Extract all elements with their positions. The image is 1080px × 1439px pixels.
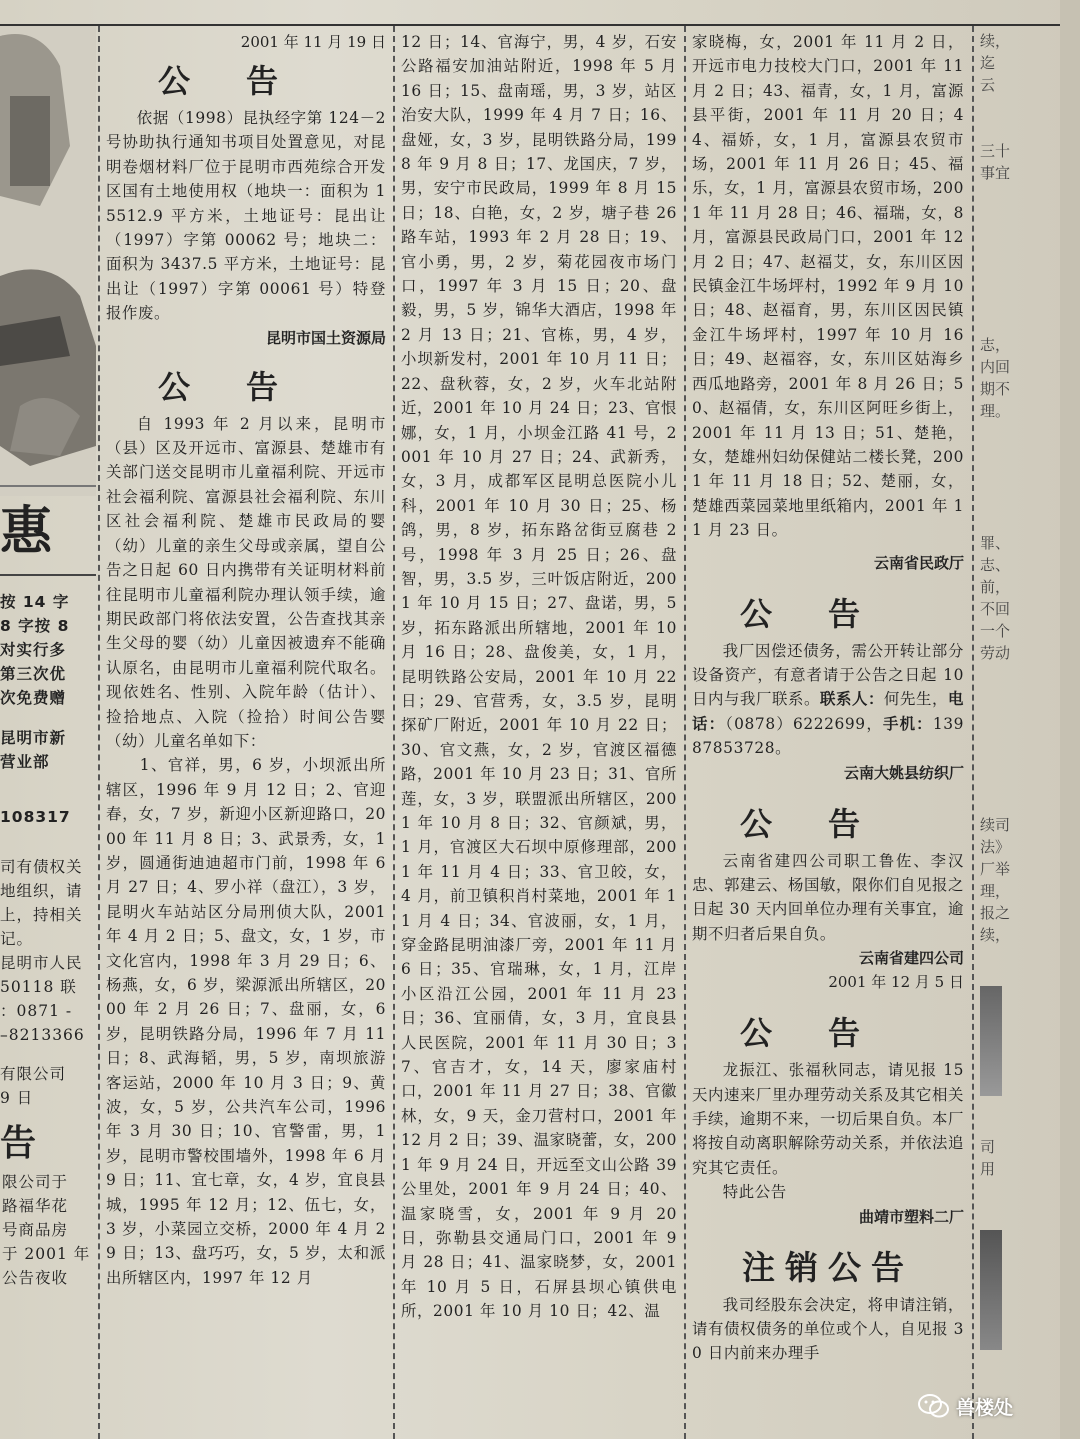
notice-title: 公告 <box>739 594 916 633</box>
fragment-lines <box>980 334 1050 422</box>
ad-line: 营业部 <box>0 752 50 771</box>
ad-line: 昆明市新 <box>0 728 67 747</box>
dark-strip <box>980 986 1002 1096</box>
fragment-line: 云 <box>980 76 996 94</box>
notice-signer: 曲靖市塑料二厂 <box>858 1207 964 1226</box>
fragment-line: 三十 <box>980 142 1011 160</box>
fragment-line: 续， <box>980 926 1011 944</box>
ad-illustration <box>0 26 96 496</box>
fragment-line: 前， <box>980 578 1011 596</box>
notice-title: 公告 <box>157 367 334 406</box>
notice-line: 地组织，请 <box>0 881 83 900</box>
phone: （0878）6222699， <box>725 714 883 733</box>
ad-line <box>0 789 96 805</box>
notice-line: 记。 <box>0 929 34 948</box>
mobile-label: 手机： <box>882 714 933 733</box>
ad-text-block <box>0 574 96 829</box>
right-fragment-column <box>980 30 1050 1439</box>
fragment-line: 理， <box>980 882 1011 900</box>
fragment-line: 续司 <box>980 816 1011 834</box>
left-notice-fragment <box>0 855 96 1111</box>
contact-name: 何先生， <box>884 690 948 709</box>
notice-closing: 特此公告 <box>722 1183 787 1202</box>
notice-body: 龙振江、张福秋同志，请见报 15 天内速来厂里办理劳动关系及其它相关手续，逾期不来，一切后果自负。本厂将按自动离职解除劳动关系，并依法追究其它责任。 <box>692 1061 970 1177</box>
notice-lines <box>0 855 96 1111</box>
watermark-text: 兽楼处 <box>956 1396 1014 1419</box>
fragment-lines <box>980 814 1050 946</box>
notice-title: 公告 <box>157 62 334 100</box>
left-notice-title: 告 <box>0 1123 37 1164</box>
chat-bubble-icon <box>918 1393 950 1419</box>
notice-signer: 昆明市国土资源局 <box>265 328 386 347</box>
column-3 <box>692 30 970 1439</box>
notice-line: 号商品房 <box>2 1221 69 1239</box>
notice-line: 公告夜收 <box>2 1269 69 1287</box>
notice-title: 公告 <box>739 1014 916 1053</box>
fragment-line: 报之 <box>980 904 1011 922</box>
fragment-line: 司 <box>980 1138 996 1156</box>
ad-line <box>0 774 96 790</box>
column-divider <box>972 26 974 1439</box>
notice-title: 注销公告 <box>742 1247 914 1287</box>
phone-label: 电话： <box>692 690 964 733</box>
dark-strip <box>980 1230 1002 1350</box>
column-2 <box>401 30 683 1439</box>
fragment-lines <box>980 1136 1050 1180</box>
notice-line: 司有债权关 <box>0 857 83 876</box>
notice-body-continued: 家晓梅，女，2001 年 11 月 2 日，开远市电力技校大门口，2001 年 11 月 2 日；43、福青，女，1 月，富源县平街，2001 年 11 月 20 日；44、福娇，女，1 月，富源县农贸市场，2001 年 11 月 26 日；45、福乐，女，1 月，富源县农贸市场，2001 年 11 月 28 日；46、福瑞，女，8 月，富源县民政局门口，2001 年 12 月 2 日；47、赵福艾，女，东川区因民镇金江牛场坪村，1992 年 9 月 10 日；48、赵福育，男，东川区因民镇金江牛场坪村，1997 年 10 月 16 日；49、赵福容，女，东川区姑海乡西瓜地路旁，2001 年 8 月 26 日；50、赵福倩，女，东川区阿旺乡街上，2001 年 11 月 13 日；51、楚艳，女，楚雄州妇幼保健站二楼长凳，2001 年 11 月 18 日；52、楚丽，女，楚雄西菜园菜地里纸箱内，2001 年 11 月 23 日。 <box>692 33 970 540</box>
notice-body: 依据（1998）昆执经字第 124－2 号协助执行通知书项目处置意见，对昆明卷烟材料厂位于昆明市西苑综合开发区国有土地使用权（地块一：面积为 15512.9 平方米，土地证号：昆出让（1997）字第 00062 号；地块二：面积为 3437.5 平方米，土地证号：昆出让（1997）字第 00061 号）特登报作废。 <box>106 109 392 323</box>
notice-line: 50118 联 <box>0 977 77 996</box>
bottom-lines <box>0 1170 96 1290</box>
notice-line: 上，持相关 <box>0 905 83 924</box>
ad-line: 次免费赠 <box>0 689 67 707</box>
notice-line: ：0871 - <box>0 1001 73 1020</box>
column-divider <box>393 26 395 1439</box>
fragment-line: 法》 <box>980 838 1011 856</box>
fragment-line: 志、 <box>980 556 1011 574</box>
notice-signer: 云南大姚县纺织厂 <box>843 763 964 782</box>
fragment-lines <box>980 30 1050 96</box>
fragment-line: 续， <box>980 32 1011 50</box>
ad-lines <box>0 590 96 829</box>
fragment-line: 罪、 <box>980 534 1011 552</box>
column-1 <box>106 30 392 1439</box>
fragment-lines <box>980 532 1050 664</box>
fragment-lines <box>980 140 1050 184</box>
fragment-line: 厂举 <box>980 860 1011 878</box>
notice-body: 自 1993 年 2 月以来，昆明市（县）区及开远市、富源县、楚雄市有关部门送交昆明市儿童福利院、开远市社会福利院、富源县社会福利院、东川区社会福利院、楚雄市民政局的婴（幼）儿童的亲生父母或亲属，望自公告之日起 60 日内携带有关证明材料前往昆明市儿童福利院办理认领手续，逾期民政部门将依法安置，公告查找其亲生父母的婴（幼）儿童因被遗弃不能确认原名，由昆明市儿童福利院代取名。现依姓名、性别、入院年龄（估计）、捡拾地点、入院（捡拾）时间公告婴（幼）儿童名单如下： 1、官祥，男，6 岁，小坝派出所辖区，1996 年 9 月 12 日；2、官迎春，女，7 岁，新迎小区新迎路口，2000 年 11 月 8 日；3、武景秀，女，1 岁，圆通街迪迪超市门前，1998 年 6 月 27 日；4、罗小祥（盘江），3 岁，昆明火车站站区分局刑侦大队，2001 年 4 月 2 日；5、盘文，女，1 岁，市文化宫内，1998 年 3 月 29 日；6、杨燕，女，6 岁，梁源派出所辖区，2000 年 2 月 26 日；7、盘丽，女，6 岁，昆明铁路分局，1996 年 7 月 11 日；8、武海韬，男，5 岁，南坝旅游客运站，2000 年 10 月 3 日；9、黄波，女，5 岁，公共汽车公司，1996 年 3 月 30 日；10、官警雷，男，1 岁，昆明市警校围墙外，1998 年 6 月 9 日；11、宜七章，女，4 岁，宜良县城，1995 年 12 月；12、伍七，女，3 岁，小菜园立交桥，2000 年 4 月 29 日；13、盘巧巧，女，5 岁，太和派出所辖区内，1997 年 12 月 <box>106 414 386 1287</box>
ad-line: 8 字按 8 <box>0 617 70 635</box>
ad-line: 对实行多 <box>0 641 67 659</box>
mobile: 13987853728。 <box>692 714 964 758</box>
column-divider <box>684 26 686 1439</box>
notice-line: 于 2001 年 <box>2 1245 91 1263</box>
fragment-line: 用 <box>980 1160 996 1178</box>
notice-signer: 云南省建四公司 <box>858 949 964 968</box>
fragment-line: 理。 <box>980 402 1011 420</box>
notice-line <box>0 1047 96 1063</box>
ad-big-char: 惠 <box>0 502 53 562</box>
notice-line: 昆明市人民 <box>0 953 83 972</box>
notice-line: 限公司于 <box>2 1173 69 1191</box>
notice-line: –8213366 <box>0 1025 85 1044</box>
fragment-line: 劳动 <box>980 644 1011 662</box>
notice-signer: 云南省民政厅 <box>873 553 964 572</box>
contact-label: 联系人： <box>820 690 884 709</box>
page-edge <box>1060 0 1080 1439</box>
notice-body: 我司经股东会决定，将申请注销，请有债权债务的单位或个人，自见报 30 日内前来办理手 <box>692 1295 964 1363</box>
left-fragment-column <box>0 26 96 1439</box>
notice-line: 路福华花 <box>2 1197 69 1215</box>
notice-date: 2001 年 12 月 5 日 <box>828 973 964 992</box>
fragment-line: 一个 <box>980 622 1011 640</box>
column-divider <box>98 26 100 1439</box>
notice-line: 有限公司 <box>0 1065 67 1083</box>
fragment-line: 迄 <box>980 54 996 72</box>
notice-line: 9 日 <box>0 1089 34 1107</box>
top-rule <box>0 24 1060 26</box>
fragment-line: 事宜 <box>980 164 1011 182</box>
ad-line <box>0 710 96 726</box>
fragment-line: 内回 <box>980 358 1011 376</box>
notice-title: 公告 <box>739 804 916 843</box>
ad-line: 第三次优 <box>0 665 67 683</box>
ad-line: 108317 <box>0 807 71 826</box>
fragment-line: 志， <box>980 336 1011 354</box>
notice-body-continued: 12 日；14、官海宁，男，4 岁，石安公路福安加油站附近，1998 年 5 月 16 日；15、盘南瑶，男，3 岁，站区治安大队，1999 年 4 月 7 日；16、盘娅，女，3 岁，昆明铁路分局，1998 年 9 月 8 日；17、龙国庆，7 岁，男，安宁市民政局，1999 年 8 月 15 日；18、白艳，女，2 岁，塘子巷 26 路车站，1993 年 2 月 28 日；19、官小勇，男，2 岁，菊花园夜市场门口，1997 年 3 月 15 日；20、盘毅，男，5 岁，锦华大酒店，1998 年 2 月 13 日；21、官栋，男，4 岁，小坝新发村，2001 年 10 月 11 日；22、盘秋蓉，女，2 岁，火车北站附近，2001 年 10 月 24 日；23、官恨娜，女，1 月，小坝金江路 41 号，2001 年 10 月 27 日；24、武新秀，女，3 月，成都军区昆明总医院小儿科，2001 年 10 月 30 日；25、杨鸽，男，8 岁，拓东路岔街豆腐巷 2 号，1998 年 3 月 25 日；26、盘智，男，3.5 岁，三叶饭店附近，2001 年 10 月 15 日；27、盘诺，男，5 岁，拓东路派出所辖地，2001 年 10 月 16 日；28、盘俊美，女，1 月，昆明铁路公安局，2001 年 10 月 22 日；29、官营秀，女，3.5 岁，昆明探矿厂附近，2001 年 10 月 22 日；30、官文燕，女，2 岁，官渡区福德路，2001 年 10 月 23 日；31、官所莲，女，3 岁，联盟派出所辖区，2001 年 10 月 8 日；32、官颜斌，男，1 月，官渡区大石坝中原修理部，2001 年 11 月 4 日；33、官卫皎，女，4 月，前卫镇积肖村菜地，2001 年 11 月 4 日；34、官波丽，女，1 月，穿金路昆明油漆厂旁，2001 年 11 月 6 日；35、官瑞琳，女，1 月，江岸小区沿江公园，2001 年 11 月 23 日；36、宜丽倩，女，3 月，宜良县人民医院，2001 年 11 月 30 日；37、官吉才，女，14 天，廖家庙村口，2001 年 11 月 27 日；38、官徽林，女，9 天，金刀营村口，2001 年 12 月 2 日；39、温家晓蕾，女，2001 年 9 月 24 日，开远至文山公路 39 公里处，2001 年 9 月 24 日；40、温家晓雪，女，2001 年 9 月 20 日，弥勒县交通局门口，2001 年 9 月 28 日；41、温家晓梦，女，2001 年 10 月 5 日，石屏县坝心镇供电所，2001 年 10 月 10 日；42、温 <box>401 33 683 1321</box>
notice-date: 2001 年 11 月 19 日 <box>240 33 386 51</box>
ad-line: 按 14 字 <box>0 593 70 611</box>
notice-body: 我厂因偿还债务，需公开转让部分设备资产，有意者请于公告之日起 10 日内与我厂联系。联系人：何先生，电话：（0878）6222699，手机：13987853728。 <box>692 641 970 758</box>
fragment-line: 期不 <box>980 380 1011 398</box>
fragment-line: 不回 <box>980 600 1011 618</box>
watermark <box>918 1387 1058 1425</box>
notice-body: 云南省建四公司职工鲁佐、李汉忠、郭建云、杨国敏，限你们自见报之日起 30 天内回单位办理有关事宜，逾期不归者后果自负。 <box>692 851 964 943</box>
